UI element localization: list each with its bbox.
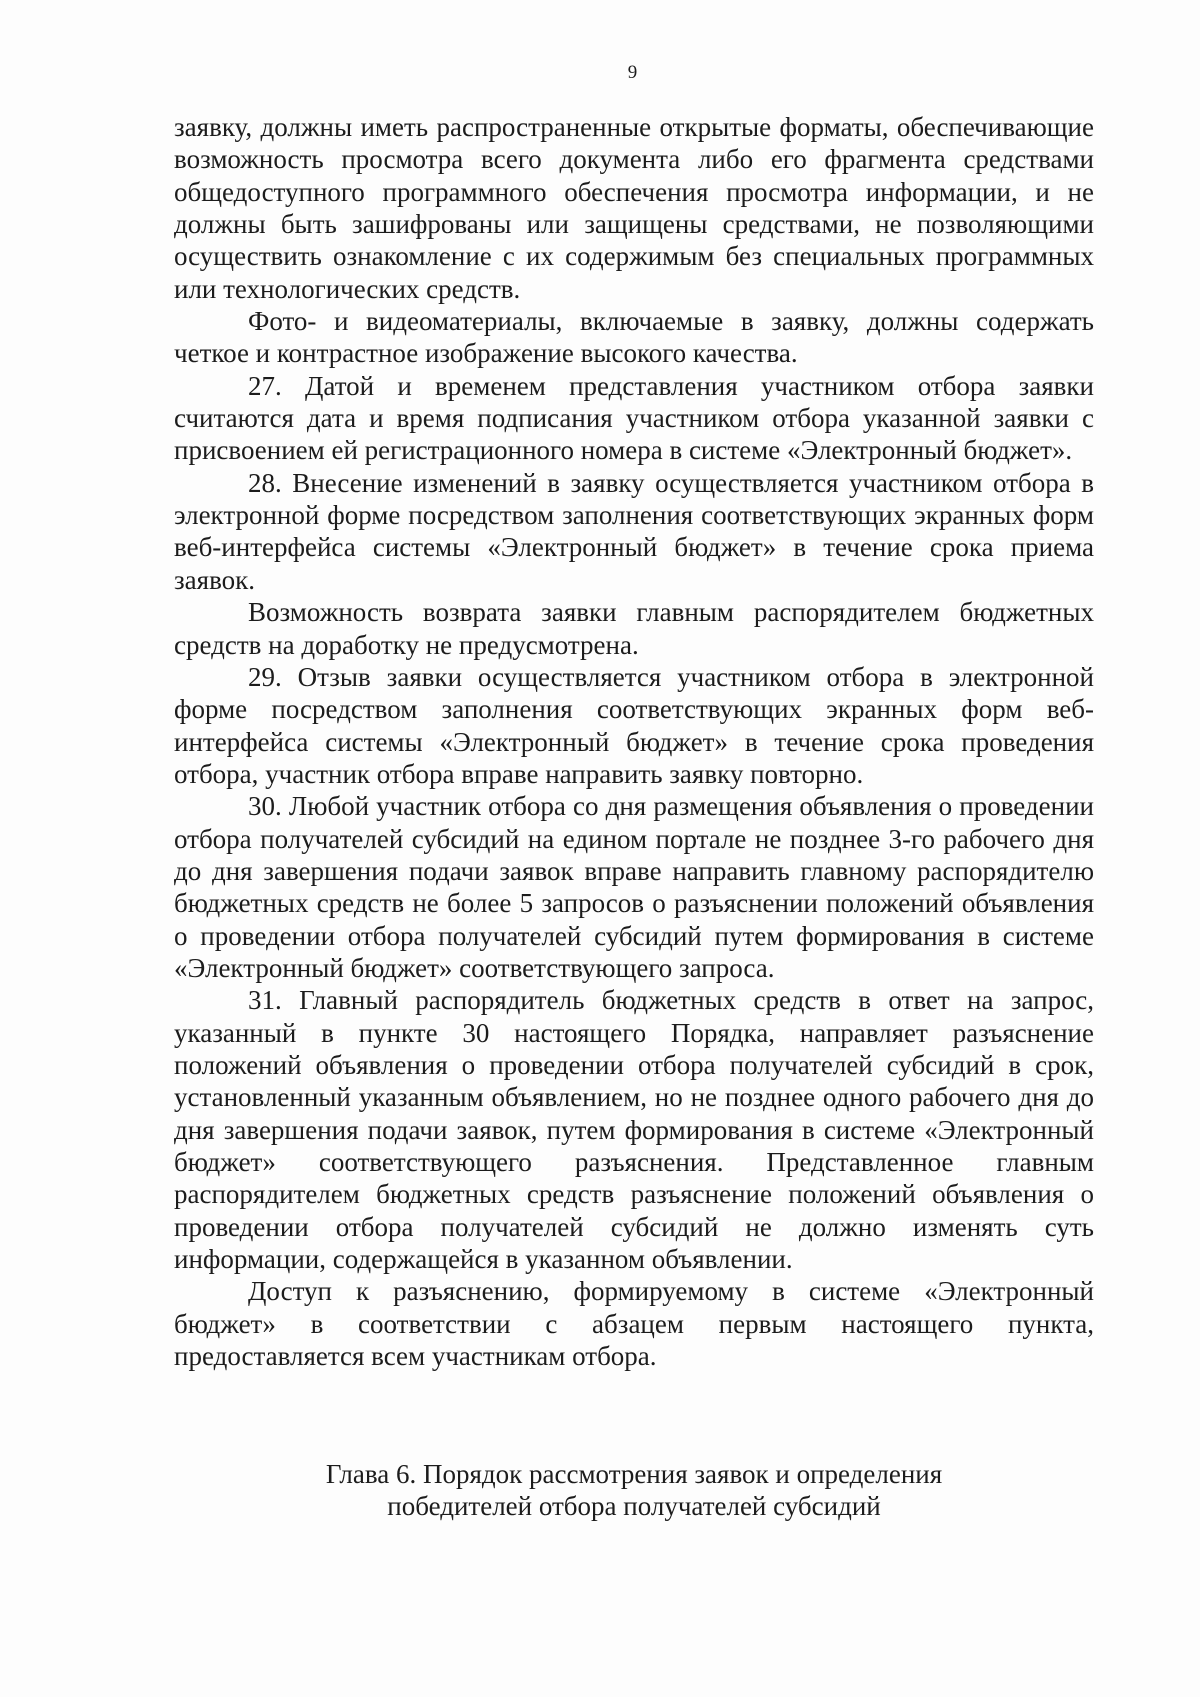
paragraph-27: 27. Датой и временем представления участником отбора заявки считаются дата и время подписания участником отбора указанной заявки с присвоением ей регистрационного номера в системе «Электронный бюджет».: [174, 370, 1094, 466]
chapter-heading-line-1: Глава 6. Порядок рассмотрения заявок и определения: [325, 1459, 943, 1489]
paragraph-continuation: заявку, должны иметь распространенные открытые форматы, обеспечивающие возможность просмотра всего документа либо его фрагмента средствами общедоступного программного обеспечения просмотра информации, и не должны быть зашифрованы или защищены средствами, не позволяющими осуществить ознакомление с их содержимым без специальных программных или технологических средств.: [174, 112, 1094, 304]
document-body: [174, 111, 1094, 1372]
paragraph-29: 29. Отзыв заявки осуществляется участником отбора в электронной форме посредством заполнения соответствующих экранных форм веб-интерфейса системы «Электронный бюджет» в течение срока проведения отбора, участник отбора вправе направить заявку повторно.: [174, 661, 1094, 789]
paragraph-28: 28. Внесение изменений в заявку осуществляется участником отбора в электронной форме посредством заполнения соответствующих экранных форм веб-интерфейса системы «Электронный бюджет» в течение срока приема заявок.: [174, 467, 1094, 595]
paragraph-31: 31. Главный распорядитель бюджетных средств в ответ на запрос, указанный в пункте 30 настоящего Порядка, направляет разъяснение положений объявления о проведении отбора получателей субсидий в срок, установленный указанным объявлением, но не позднее одного рабочего дня до дня завершения подачи заявок, путем формирования в системе «Электронный бюджет» соответствующего разъяснения. Представленное главным распорядителем бюджетных средств разъяснение положений объявления о проведении отбора получателей субсидий не должно изменять суть информации, содержащейся в указанном объявлении.: [174, 985, 1094, 1275]
paragraph-30: 30. Любой участник отбора со дня размещения объявления о проведении отбора получателей субсидий на едином портале не позднее 3-го рабочего дня до дня завершения подачи заявок вправе направить главному распорядителю бюджетных средств не более 5 запросов о разъяснении положений объявления о проведении отбора получателей субсидий путем формирования в системе «Электронный бюджет» соответствующего запроса.: [174, 791, 1094, 983]
page-number: 9: [627, 62, 638, 83]
paragraph-photo-video: Фото- и видеоматериалы, включаемые в заявку, должны содержать четкое и контрастное изображение высокого качества.: [174, 306, 1094, 369]
chapter-heading-line-2: победителей отбора получателей субсидий: [387, 1491, 881, 1521]
paragraph-access: Доступ к разъяснению, формируемому в системе «Электронный бюджет» в соответствии с абзацем первым настоящего пункта, предоставляется всем участникам отбора.: [174, 1276, 1094, 1372]
chapter-heading: [174, 1458, 1094, 1522]
paragraph-return-request: Возможность возврата заявки главным распорядителем бюджетных средств на доработку не предусмотрена.: [174, 597, 1094, 660]
